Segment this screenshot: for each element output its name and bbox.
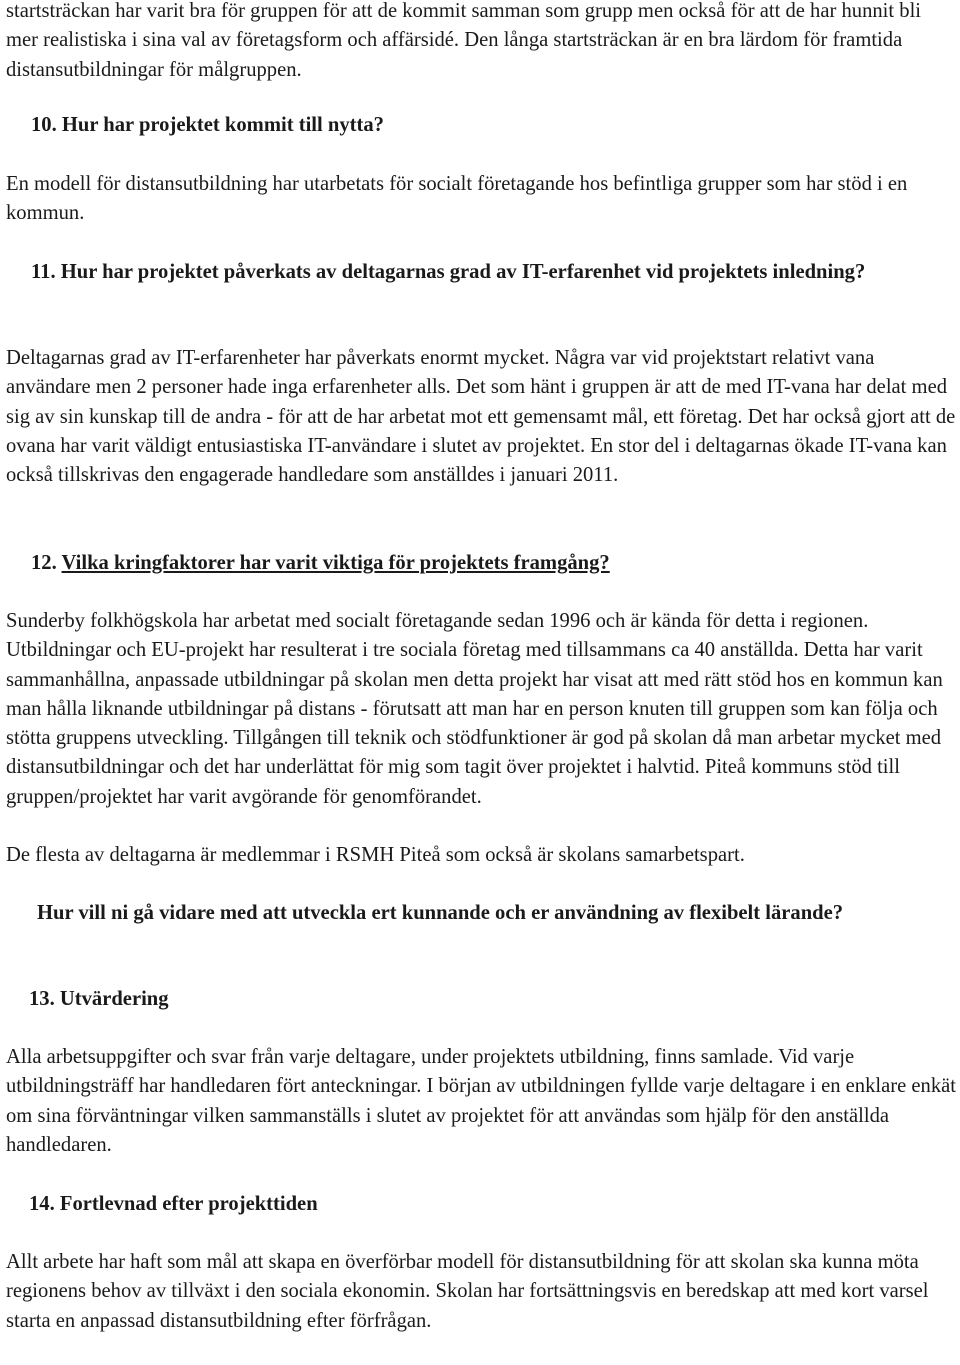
section-12-body: Sunderby folkhögskola har arbetat med socialt företagande sedan 1996 och är kända för detta i regionen. Utbildningar och EU-projekt har resulterat i tre sociala företag med tillsammans ca 40 anställda. Detta har varit sammanhållna, anpassade utbildningar på skolan men detta projekt har visat att med rätt stöd hos en kommun kan man hålla liknande utbildningar på distans - förutsatt att man har en person knuten till gruppen som kan följa och stötta gruppens utveckling. Tillgången till teknik och stödfunktioner är god på skolan då man arbetar mycket med distansutbildningar och det har underlättat för mig som tagit över projektet i halvtid. Piteå kommuns stöd till gruppen/projektet har varit avgörande för genomförandet.	[6, 610, 943, 808]
section-10-body: En modell för distansutbildning har utarbetats för socialt företagande hos befintliga grupper som har stöd i en kommun.	[6, 173, 908, 225]
section-14-heading: 14. Fortlevnad efter projekttiden	[29, 1193, 318, 1215]
section-13-heading: 13. Utvärdering	[29, 988, 169, 1010]
section-12-body-last: De flesta av deltagarna är medlemmar i RSMH Piteå som också är skolans samarbetspart.	[6, 844, 745, 866]
section-12-number: 12.	[31, 552, 57, 574]
flexibel-heading: Hur vill ni gå vidare med att utveckla ert kunnande och er användning av flexibelt lärande?	[37, 902, 844, 924]
section-12-heading	[31, 549, 951, 578]
section-13-body: Alla arbetsuppgifter och svar från varje deltagare, under projektets utbildning, finns samlade. Vid varje utbildningsträff har handledaren fört anteckningar. I början av utbildningen fyllde varje deltagare i en enklare enkät om sina förväntningar vilken sammanställs i slutet av projektet för att användas som hjälp för den anställda handledaren.	[6, 1046, 956, 1156]
section-10-heading: 10. Hur har projektet kommit till nytta?	[31, 114, 384, 136]
intro-paragraph: startsträckan har varit bra för gruppen för att de kommit samman som grupp men också för att de har hunnit bli mer realistiska i sina val av företagsform och affärsidé. Den långa startsträckan är en bra lärdom för framtida distansutbildningar för målgruppen.	[6, 0, 922, 81]
section-11-body: Deltagarnas grad av IT-erfarenheter har påverkats enormt mycket. Några var vid projektstart relativt vana användare men 2 personer hade inga erfarenheter alls. Det som hänt i gruppen är att de med IT-vana har delat med sig av sin kunskap till de andra - för att de har arbetat mot ett gemensamt mål, ett företag. Det har också gjort att de ovana har varit väldigt entusiastiska IT-användare i slutet av projektet. En stor del i deltagarnas ökade IT-vana kan också tillskrivas den engagerade handledare som anställdes i januari 2011.	[6, 347, 956, 487]
section-14-body: Allt arbete har haft som mål att skapa en överförbar modell för distansutbildning för att skolan ska kunna möta regionens behov av tillväxt i den sociala ekonomin. Skolan har fortsättningsvis en beredskap att med kort varsel starta en anpassad distansutbildning efter förfrågan.	[6, 1251, 929, 1332]
section-11-heading: 11. Hur har projektet påverkats av deltagarnas grad av IT-erfarenhet vid projektets inledning?	[31, 261, 866, 283]
section-12-heading-text: Vilka kringfaktorer har varit viktiga för projektets framgång?	[61, 552, 610, 574]
